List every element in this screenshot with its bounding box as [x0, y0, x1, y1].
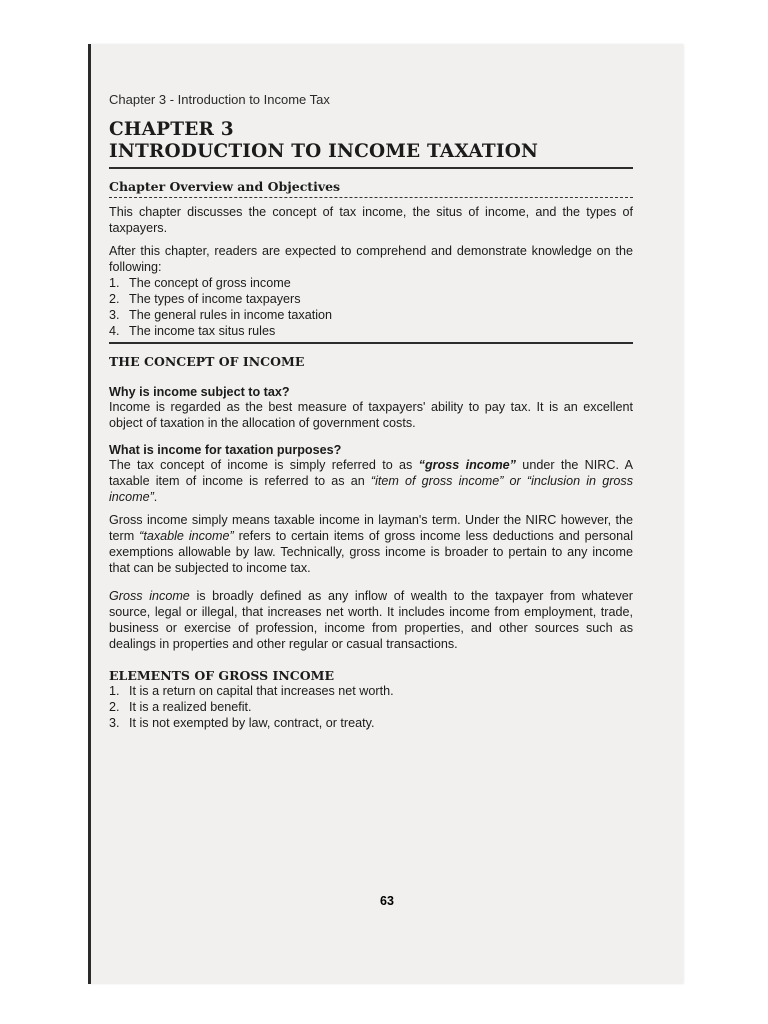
book-page: [88, 44, 683, 984]
answer-paragraph: The tax concept of income is simply referred to as “gross income” under the NIRC. A taxable item of income is referred to as an “item of gross income” or “inclusion in gross income”.: [109, 458, 634, 504]
answer-paragraph: Income is regarded as the best measure of taxpayers' ability to pay tax. It is an excellent object of taxation in the allocation of government costs.: [109, 400, 633, 430]
list-item: 3. The general rules in income taxation: [109, 308, 333, 322]
overview-heading: Chapter Overview and Objectives: [109, 179, 341, 194]
question-heading: Why is income subject to tax?: [109, 385, 290, 399]
objectives-intro: After this chapter, readers are expected to comprehend and demonstrate knowledge on the following:: [109, 244, 633, 274]
page-number: 63: [380, 894, 394, 908]
running-head: Chapter 3 - Introduction to Income Tax: [109, 92, 330, 107]
overview-paragraph: This chapter discusses the concept of tax income, the situs of income, and the types of taxpayers.: [109, 205, 633, 235]
list-item: 3. It is not exempted by law, contract, or treaty.: [109, 716, 375, 730]
list-item: 2. The types of income taxpayers: [109, 292, 301, 306]
chapter-label: CHAPTER 3: [109, 119, 234, 140]
list-item: 1. The concept of gross income: [109, 276, 291, 290]
elements-heading: ELEMENTS OF GROSS INCOME: [109, 668, 334, 683]
body-paragraph: Gross income is broadly defined as any inflow of wealth to the taxpayer from whatever source, legal or illegal, that increases net worth. It includes income from employment, trade, business or exercise of profession, income from properties, and other sources such as dealings in properties and other regular or casual transactions.: [109, 589, 633, 651]
dashed-divider: [109, 197, 633, 198]
list-item: 1. It is a return on capital that increases net worth.: [109, 684, 394, 698]
title-rule: [109, 167, 633, 169]
chapter-title: INTRODUCTION TO INCOME TAXATION: [109, 141, 539, 162]
question-heading: What is income for taxation purposes?: [109, 443, 342, 457]
page-content: [109, 92, 633, 731]
concept-heading: THE CONCEPT OF INCOME: [109, 354, 305, 369]
objectives-list: [109, 275, 633, 339]
elements-list: [109, 683, 633, 731]
list-item: 4. The income tax situs rules: [109, 324, 276, 338]
body-paragraph: Gross income simply means taxable income in layman's term. Under the NIRC however, the term “taxable income” refers to certain items of gross income less deductions and personal exemptions allowable by law. Technically, gross income is broader to pertain to any income that can be subjected to income tax.: [109, 513, 633, 575]
list-item: 2. It is a realized benefit.: [109, 700, 252, 714]
